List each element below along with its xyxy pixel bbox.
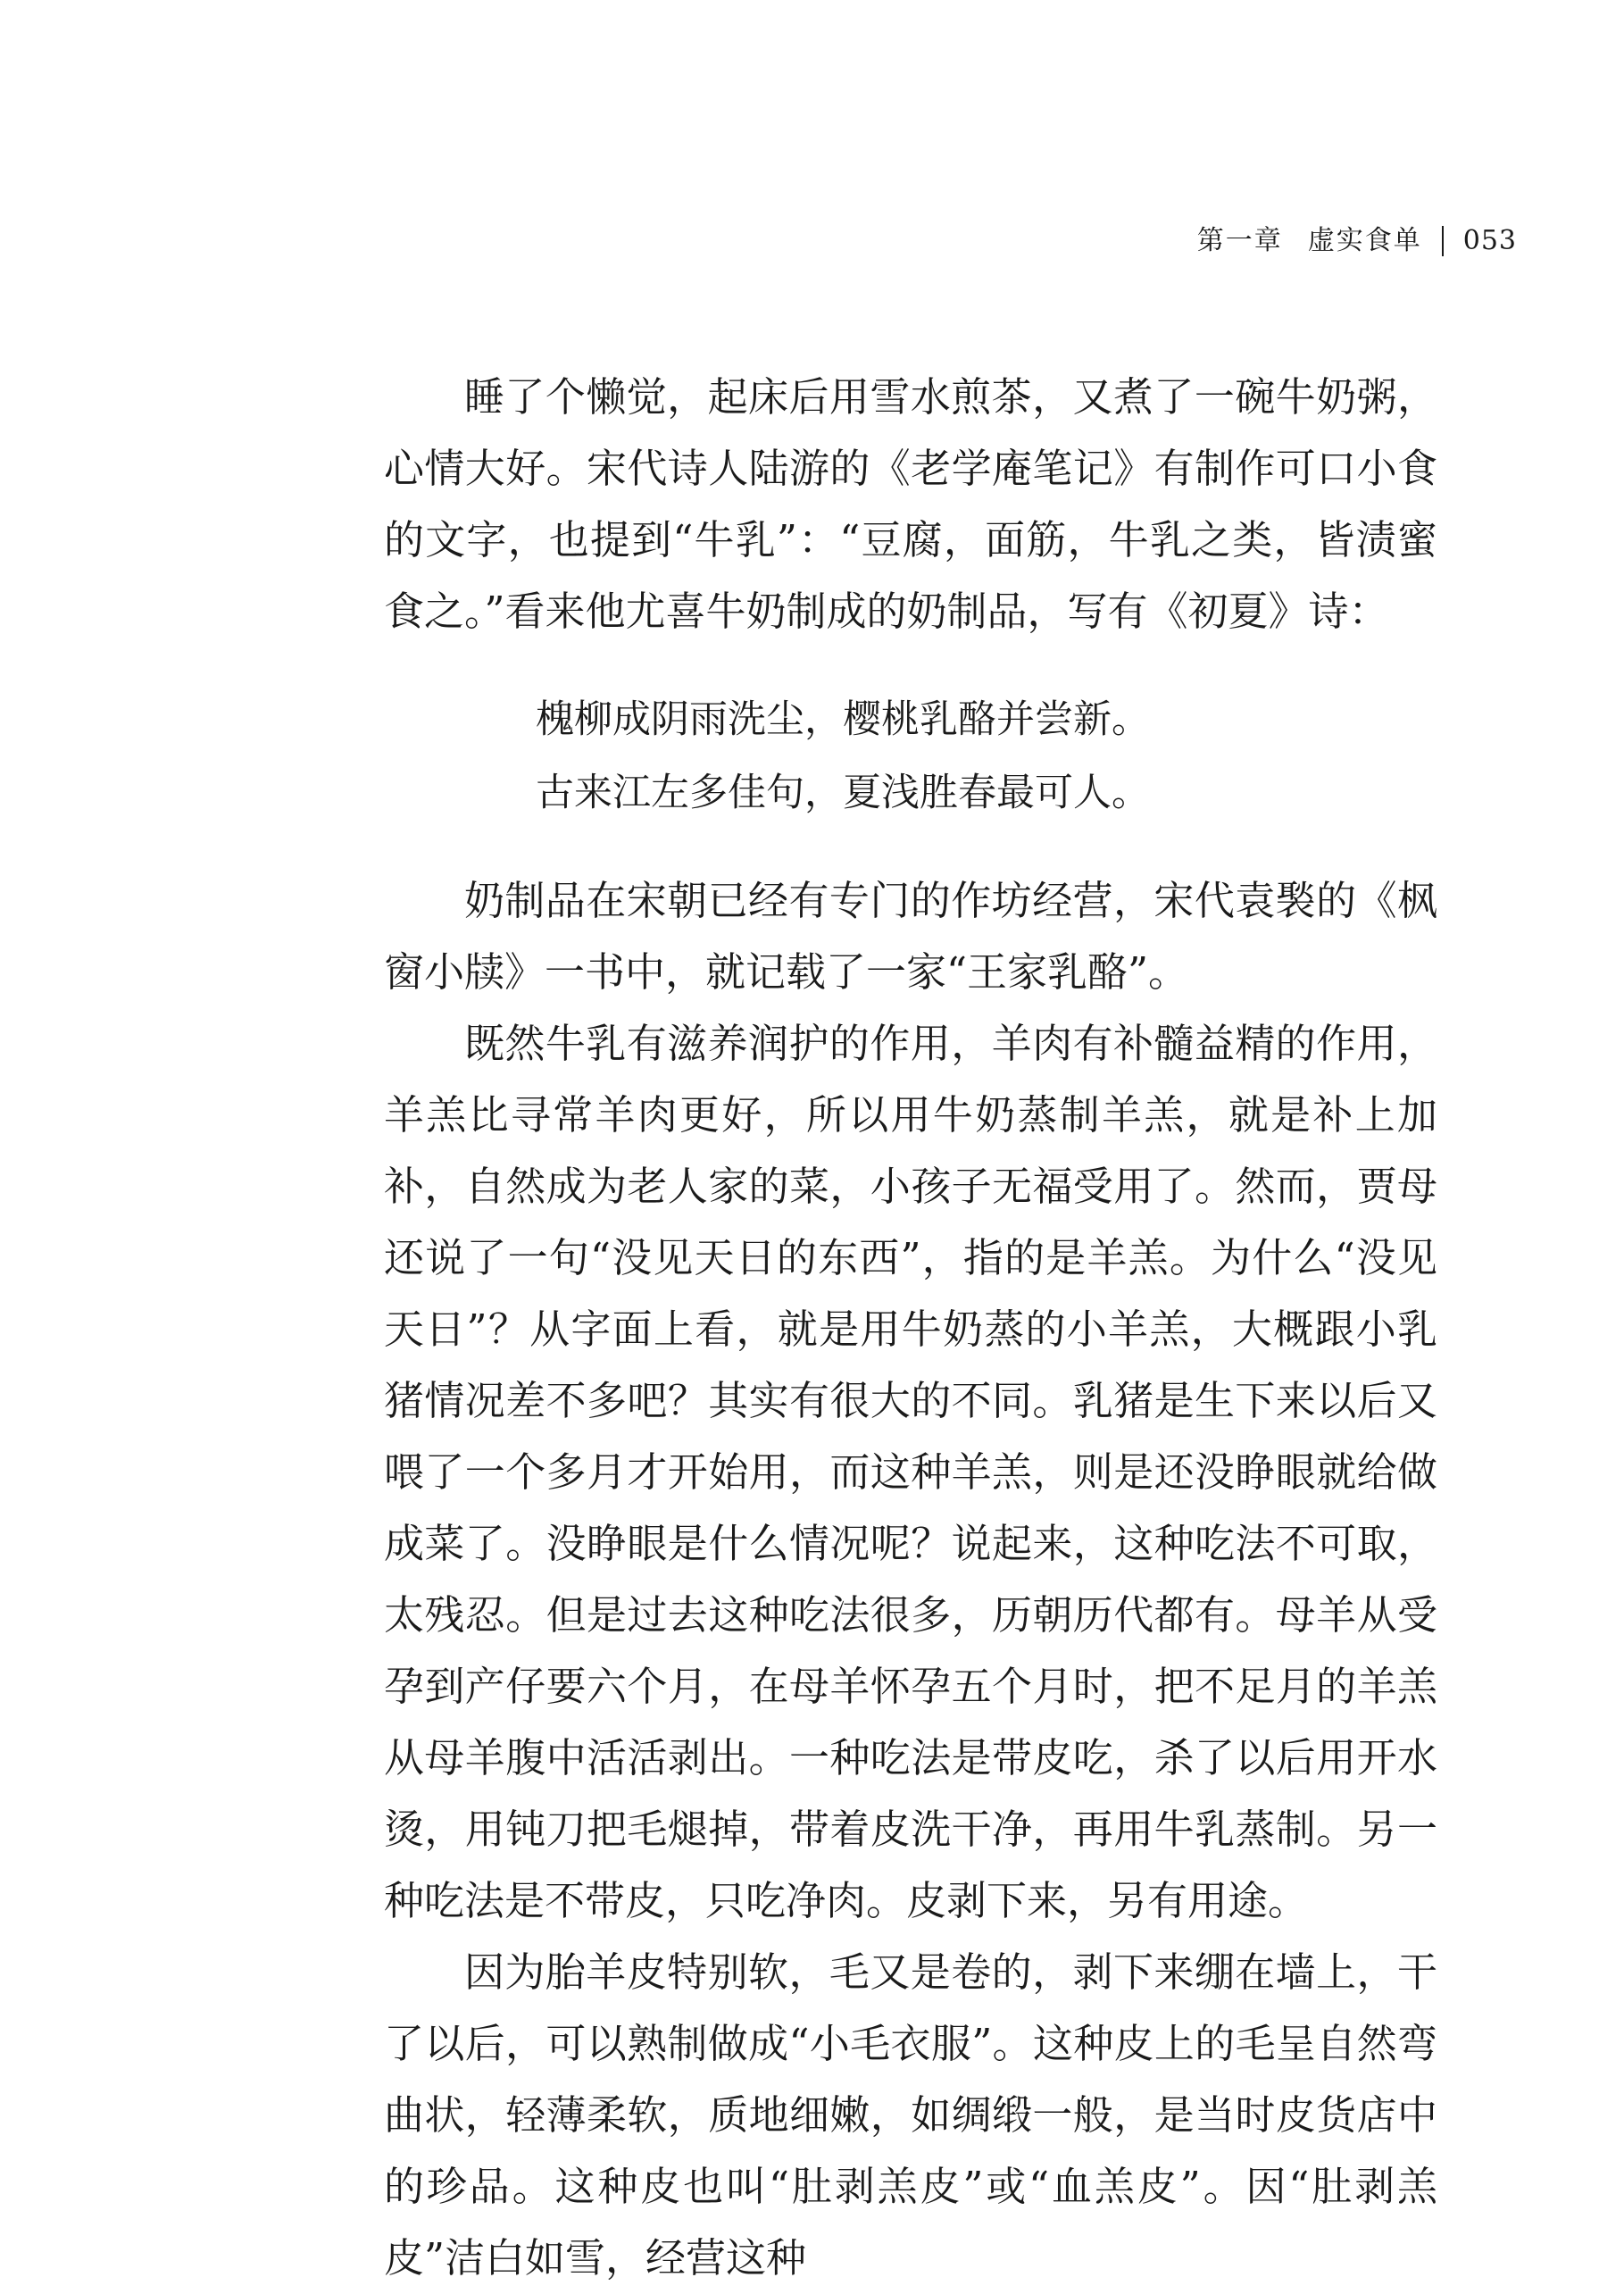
paragraph: 因为胎羊皮特别软，毛又是卷的，剥下来绷在墙上，干了以后，可以熟制做成“小毛衣服”。这种皮上的毛呈自然弯曲状，轻薄柔软，质地细嫩，如绸缎一般，是当时皮货店中的珍品。这种皮也叫“肚剥羔皮”或“血羔皮”。因“肚剥羔皮”洁白如雪，经营这种 <box>384 1948 1437 2281</box>
poem-line: 槐柳成阴雨洗尘，樱桃乳酪并尝新。 <box>536 697 1150 742</box>
running-header <box>1197 223 1517 259</box>
poem-block <box>384 683 1437 830</box>
chapter-label: 第一章 <box>1196 225 1283 256</box>
page-number: 053 <box>1462 225 1517 256</box>
paragraph: 奶制品在宋朝已经有专门的作坊经营，宋代袁褧的《枫窗小牍》一书中，就记载了一家“王家乳酪”。 <box>384 877 1437 996</box>
body-text <box>384 362 1437 2294</box>
paragraph: 既然牛乳有滋养润护的作用，羊肉有补髓益精的作用，羊羔比寻常羊肉更好，所以用牛奶蒸制羊羔，就是补上加补，自然成为老人家的菜，小孩子无福受用了。然而，贾母还说了一句“没见天日的东西”，指的是羊羔。为什么“没见天日”？从字面上看，就是用牛奶蒸的小羊羔，大概跟小乳猪情况差不多吧？其实有很大的不同。乳猪是生下来以后又喂了一个多月才开始用，而这种羊羔，则是还没睁眼就给做成菜了。没睁眼是什么情况呢？说起来，这种吃法不可取，太残忍。但是过去这种吃法很多，历朝历代都有。母羊从受孕到产仔要六个月，在母羊怀孕五个月时，把不足月的羊羔从母羊腹中活活剥出。一种吃法是带皮吃，杀了以后用开水烫，用钝刀把毛煺掉，带着皮洗干净，再用牛乳蒸制。另一种吃法是不带皮，只吃净肉。皮剥下来，另有用途。 <box>384 1020 1437 1924</box>
poem-line: 古来江左多佳句，夏浅胜春最可人。 <box>536 771 1150 815</box>
paragraph: 睡了个懒觉，起床后用雪水煎茶，又煮了一碗牛奶粥，心情大好。宋代诗人陆游的《老学庵笔记》有制作可口小食的文字，也提到“牛乳”：“豆腐，面筋，牛乳之类，皆渍蜜食之。”看来他尤喜牛奶制成的奶制品，写有《初夏》诗： <box>384 373 1437 635</box>
header-divider <box>1442 226 1444 256</box>
section-title: 虚实食单 <box>1307 225 1422 256</box>
